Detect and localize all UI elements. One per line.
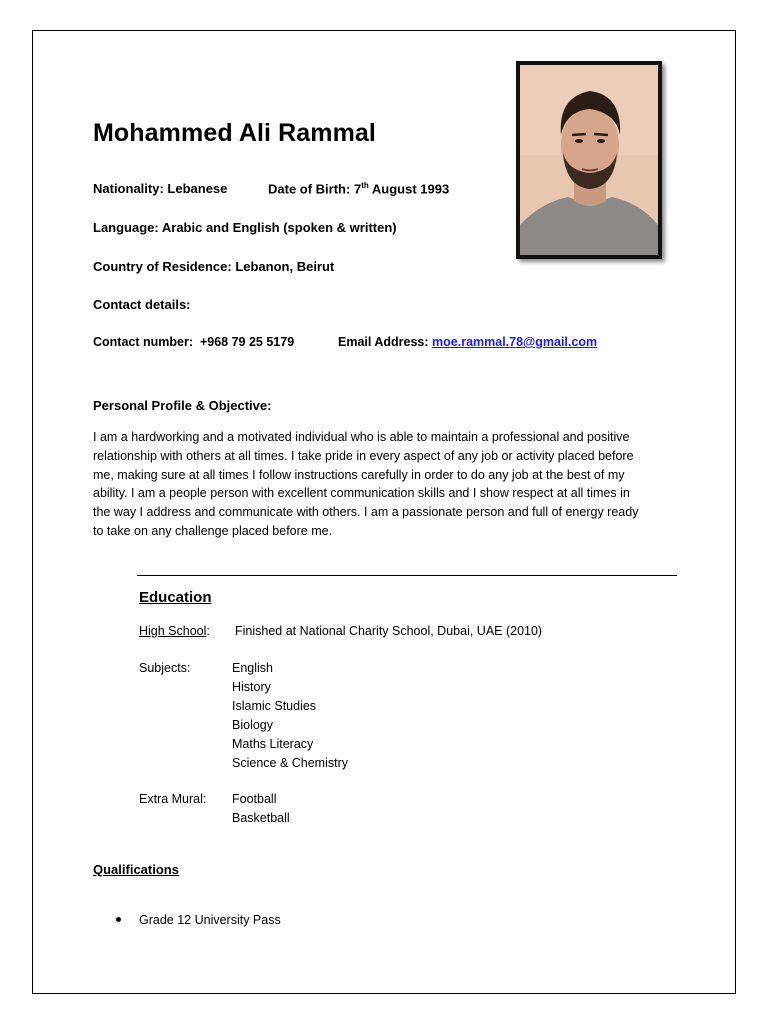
language-row: [93, 220, 397, 235]
qualification-item: Grade 12 University Pass: [139, 913, 281, 927]
candidate-name: Mohammed Ali Rammal: [93, 119, 376, 147]
extra-mural-item: Football: [232, 792, 277, 806]
profile-line: ability. I am a people person with excellent communication skills and I show respect at all times in: [93, 486, 630, 501]
bullet-icon: [116, 917, 121, 922]
subject-item: Biology: [232, 718, 273, 732]
contact-heading: Contact details:: [93, 297, 191, 312]
profile-paragraph: [93, 428, 668, 541]
subject-item: Science & Chemistry: [232, 756, 349, 770]
dob-suffix: th: [361, 181, 369, 190]
portrait-image: [520, 65, 658, 255]
profile-heading: Personal Profile & Objective:: [93, 398, 272, 413]
subjects-list: [232, 659, 348, 773]
extra-mural-item: Basketball: [232, 811, 290, 825]
profile-line: to take on any challenge placed before me.: [93, 523, 333, 538]
subject-item: Islamic Studies: [232, 699, 317, 713]
profile-line: me, making sure at all times I follow instructions carefully in order to do any job at the best of my: [93, 467, 625, 482]
subjects-label: Subjects:: [139, 661, 191, 675]
nationality-label: Nationality:: [93, 181, 164, 196]
email-row: [338, 335, 597, 349]
nationality-value: Lebanese: [167, 181, 228, 196]
profile-line: relationship with others at all times. I take pride in every aspect of any job or activity placed before: [93, 448, 634, 463]
extra-mural-label: Extra Mural:: [139, 792, 207, 806]
residence-label: Country of Residence:: [93, 259, 232, 274]
profile-photo: [516, 61, 662, 259]
contact-number-value: +968 79 25 5179: [199, 335, 295, 349]
subject-item: History: [232, 680, 271, 694]
email-label: Email Address:: [338, 335, 429, 349]
contact-number-row: [93, 335, 294, 349]
email-link[interactable]: moe.rammal.78@gmail.com: [432, 335, 598, 349]
high-school-row: [139, 624, 210, 638]
extra-mural-list: [232, 790, 290, 828]
profile-line: the way I address and communicate with others. I am a passionate person and full of energy ready: [93, 505, 639, 520]
language-label: Language:: [93, 220, 159, 235]
high-school-colon: :: [206, 624, 210, 638]
subject-item: English: [232, 661, 273, 675]
nationality-row: [93, 181, 227, 196]
education-heading: Education: [139, 589, 212, 606]
residence-value: Lebanon, Beirut: [235, 259, 335, 274]
dob-row: [268, 181, 449, 196]
language-value: Arabic and English (spoken & written): [161, 220, 397, 235]
high-school-value: Finished at National Charity School, Dubai, UAE (2010): [235, 624, 543, 638]
section-divider: [137, 575, 677, 576]
contact-number-label: Contact number:: [93, 335, 193, 349]
qualifications-heading: Qualifications: [93, 862, 179, 877]
residence-row: [93, 259, 334, 274]
subject-item: Maths Literacy: [232, 737, 314, 751]
profile-line: I am a hardworking and a motivated individual who is able to maintain a professional and positive: [93, 430, 630, 444]
dob-rest: August 1993: [371, 181, 450, 197]
high-school-label: High School: [139, 624, 207, 638]
dob-day: 7: [353, 181, 362, 197]
dob-label: Date of Birth:: [268, 181, 351, 197]
